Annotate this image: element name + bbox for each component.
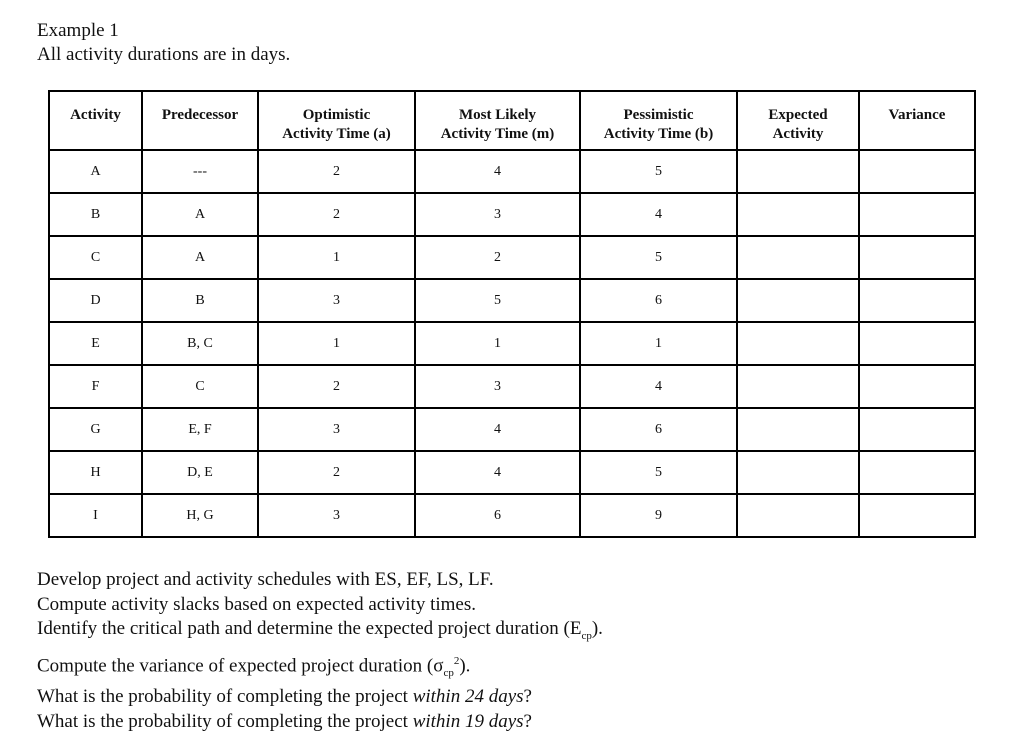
question-1: Develop project and activity schedules with ES, EF, LS, LF. bbox=[37, 569, 494, 590]
cell-expected bbox=[737, 236, 859, 279]
header-row bbox=[49, 91, 975, 150]
question-5: What is the probability of completing the project within 24 days? bbox=[37, 686, 532, 708]
table-row bbox=[49, 193, 975, 236]
cell-most-likely: 3 bbox=[415, 365, 580, 408]
cell-optimistic: 3 bbox=[258, 408, 415, 451]
table-row bbox=[49, 236, 975, 279]
cell-expected bbox=[737, 150, 859, 193]
table-row bbox=[49, 322, 975, 365]
cell-optimistic: 2 bbox=[258, 150, 415, 193]
activity-table bbox=[48, 90, 976, 538]
table-row bbox=[49, 408, 975, 451]
table-body bbox=[49, 150, 975, 537]
cell-activity: D bbox=[49, 279, 142, 322]
cell-pessimistic: 4 bbox=[580, 193, 737, 236]
page-title: Example 1 bbox=[37, 20, 119, 41]
cell-expected bbox=[737, 494, 859, 537]
cell-activity: H bbox=[49, 451, 142, 494]
cell-activity: G bbox=[49, 408, 142, 451]
header-optimistic: Optimistic Activity Time (a) bbox=[258, 91, 415, 150]
cell-predecessor: --- bbox=[142, 150, 258, 193]
cell-predecessor: H, G bbox=[142, 494, 258, 537]
cell-predecessor: A bbox=[142, 236, 258, 279]
cell-variance bbox=[859, 236, 975, 279]
cell-optimistic: 1 bbox=[258, 236, 415, 279]
cell-predecessor: E, F bbox=[142, 408, 258, 451]
cell-expected bbox=[737, 365, 859, 408]
cell-optimistic: 2 bbox=[258, 365, 415, 408]
cell-pessimistic: 5 bbox=[580, 150, 737, 193]
cell-predecessor: A bbox=[142, 193, 258, 236]
cell-pessimistic: 5 bbox=[580, 236, 737, 279]
cell-pessimistic: 5 bbox=[580, 451, 737, 494]
cell-variance bbox=[859, 365, 975, 408]
cell-most-likely: 3 bbox=[415, 193, 580, 236]
cell-variance bbox=[859, 193, 975, 236]
cell-variance bbox=[859, 279, 975, 322]
cell-most-likely: 1 bbox=[415, 322, 580, 365]
table-row bbox=[49, 494, 975, 537]
cell-variance bbox=[859, 150, 975, 193]
cell-pessimistic: 1 bbox=[580, 322, 737, 365]
cell-activity: C bbox=[49, 236, 142, 279]
cell-variance bbox=[859, 451, 975, 494]
cell-predecessor: B bbox=[142, 279, 258, 322]
table-row bbox=[49, 150, 975, 193]
cell-expected bbox=[737, 408, 859, 451]
table-row bbox=[49, 365, 975, 408]
cell-activity: I bbox=[49, 494, 142, 537]
cell-predecessor: B, C bbox=[142, 322, 258, 365]
cell-variance bbox=[859, 408, 975, 451]
question-4: Compute the variance of expected project duration $(\sigma_{cp}^2)$. bbox=[37, 654, 471, 679]
cell-predecessor: D, E bbox=[142, 451, 258, 494]
cell-optimistic: 2 bbox=[258, 193, 415, 236]
header-activity: Activity bbox=[49, 91, 142, 150]
cell-pessimistic: 6 bbox=[580, 279, 737, 322]
cell-activity: B bbox=[49, 193, 142, 236]
cell-optimistic: 3 bbox=[258, 279, 415, 322]
cell-expected bbox=[737, 193, 859, 236]
cell-most-likely: 4 bbox=[415, 451, 580, 494]
header-pessimistic: Pessimistic Activity Time (b) bbox=[580, 91, 737, 150]
question-3: Identify the critical path and determine the expected project duration $(E_{cp})$. bbox=[37, 618, 603, 642]
cell-most-likely: 5 bbox=[415, 279, 580, 322]
table-header bbox=[49, 91, 975, 150]
page-subtitle: All activity durations are in days. bbox=[37, 44, 291, 65]
cell-most-likely: 2 bbox=[415, 236, 580, 279]
header-most-likely: Most Likely Activity Time (m) bbox=[415, 91, 580, 150]
question-6: What is the probability of completing the project within 19 days? bbox=[37, 710, 532, 732]
cell-pessimistic: 6 bbox=[580, 408, 737, 451]
cell-activity: E bbox=[49, 322, 142, 365]
questions-block bbox=[37, 568, 603, 734]
cell-activity: F bbox=[49, 365, 142, 408]
cell-pessimistic: 4 bbox=[580, 365, 737, 408]
cell-optimistic: 3 bbox=[258, 494, 415, 537]
header-variance: Variance bbox=[859, 91, 975, 150]
cell-variance bbox=[859, 494, 975, 537]
cell-most-likely: 4 bbox=[415, 408, 580, 451]
cell-expected bbox=[737, 451, 859, 494]
cell-predecessor: C bbox=[142, 365, 258, 408]
cell-most-likely: 4 bbox=[415, 150, 580, 193]
question-2: Compute activity slacks based on expected activity times. bbox=[37, 593, 476, 615]
header-predecessor: Predecessor bbox=[142, 91, 258, 150]
cell-optimistic: 1 bbox=[258, 322, 415, 365]
table-row bbox=[49, 451, 975, 494]
cell-optimistic: 2 bbox=[258, 451, 415, 494]
cell-activity: A bbox=[49, 150, 142, 193]
cell-pessimistic: 9 bbox=[580, 494, 737, 537]
header-expected: Expected Activity bbox=[737, 91, 859, 150]
cell-expected bbox=[737, 279, 859, 322]
cell-expected bbox=[737, 322, 859, 365]
cell-most-likely: 6 bbox=[415, 494, 580, 537]
table-row bbox=[49, 279, 975, 322]
cell-variance bbox=[859, 322, 975, 365]
